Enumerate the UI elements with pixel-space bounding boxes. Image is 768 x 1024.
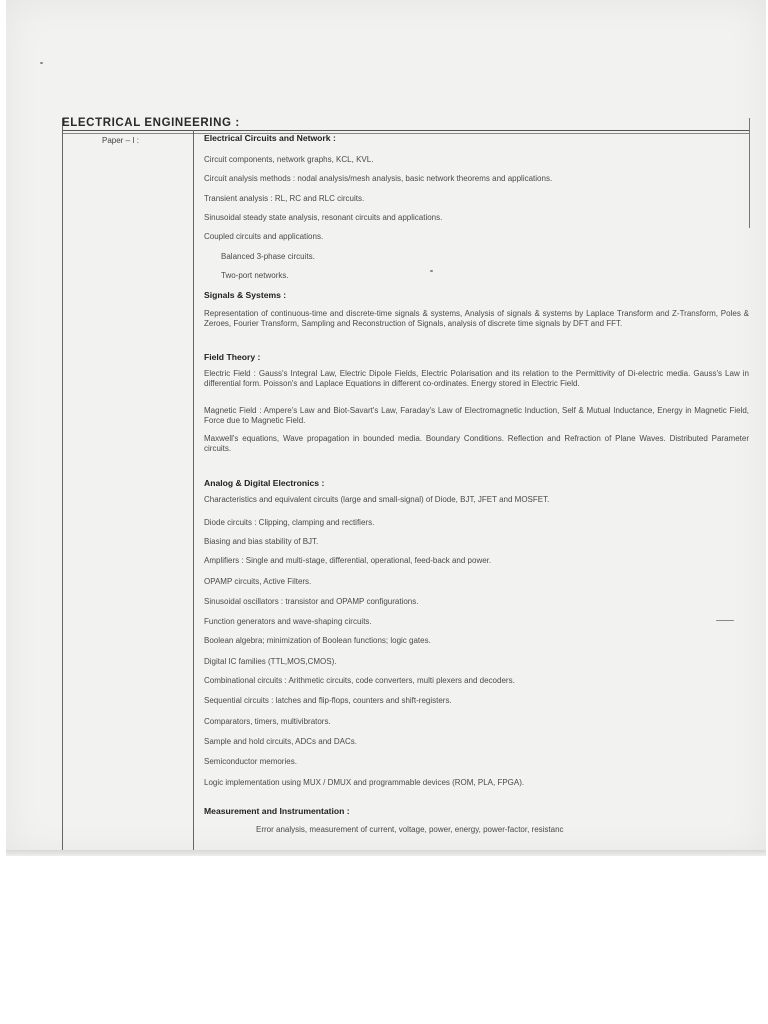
syllabus-item: Biasing and bias stability of BJT. (204, 537, 319, 546)
syllabus-item: Sinusoidal steady state analysis, resonant circuits and applications. (204, 213, 443, 222)
syllabus-item: Semiconductor memories. (204, 757, 297, 766)
syllabus-item: Coupled circuits and applications. (204, 232, 324, 241)
syllabus-item: Characteristics and equivalent circuits (large and small-signal) of Diode, BJT, JFET and MOSFET. (204, 495, 550, 504)
syllabus-item: Transient analysis : RL, RC and RLC circuits. (204, 194, 365, 203)
table-top-border (62, 130, 750, 131)
scan-speck (430, 270, 433, 272)
section-title: Signals & Systems : (204, 290, 287, 300)
syllabus-item: Sample and hold circuits, ADCs and DACs. (204, 737, 357, 746)
syllabus-item: Circuit components, network graphs, KCL, KVL. (204, 155, 374, 164)
scan-speck (716, 620, 734, 621)
syllabus-item: OPAMP circuits, Active Filters. (204, 577, 312, 586)
section-title: Analog & Digital Electronics : (204, 478, 325, 488)
section-title: Measurement and Instrumentation : (204, 806, 350, 816)
syllabus-item: Boolean algebra; minimization of Boolean functions; logic gates. (204, 636, 431, 645)
syllabus-item: Balanced 3-phase circuits. (221, 252, 315, 261)
syllabus-item: Representation of continuous-time and discrete-time signals & systems, Analysis of signals & systems by Laplace Transform and Z-Transform, Poles & Zeroes, Fourier Transform, Sampling and Reconstruction of Signals, analysis of discrete time signals by DFT and FFT. (204, 309, 749, 328)
syllabus-item: Combinational circuits : Arithmetic circuits, code converters, multi plexers and decoders. (204, 676, 515, 685)
table-left-border (62, 118, 63, 856)
syllabus-item: Electric Field : Gauss's Integral Law, Electric Dipole Fields, Electric Polarisation and its relation to the Permittivity of Di-electric media. Gauss's Law in differential form. Poisson's and Laplace Equations in different co-ordinates. Energy stored in Electric Field. (204, 369, 749, 388)
table-column-divider (193, 130, 194, 856)
section-title: Field Theory : (204, 352, 261, 362)
scan-speck (40, 62, 43, 64)
syllabus-item: Logic implementation using MUX / DMUX and programmable devices (ROM, PLA, FPGA). (204, 778, 525, 787)
syllabus-item: Two-port networks. (221, 271, 289, 280)
scanned-page (6, 0, 766, 856)
scan-edge (6, 850, 766, 856)
table-right-border (749, 118, 750, 228)
syllabus-item: Digital IC families (TTL,MOS,CMOS). (204, 657, 337, 666)
syllabus-item: Error analysis, measurement of current, voltage, power, energy, power-factor, resistanc (256, 825, 564, 834)
syllabus-item: Sequential circuits : latches and flip-flops, counters and shift-registers. (204, 696, 452, 705)
syllabus-item: Magnetic Field : Ampere's Law and Biot-Savart's Law, Faraday's Law of Electromagnetic Induction, Self & Mutual Inductance, Energy in Magnetic Field, Force due to Magnetic Field. (204, 406, 749, 425)
syllabus-item: Comparators, timers, multivibrators. (204, 717, 331, 726)
section-title: Electrical Circuits and Network : (204, 133, 336, 143)
table-top-border-inner (62, 133, 750, 134)
page-title: ELECTRICAL ENGINEERING : (62, 117, 240, 129)
syllabus-item: Maxwell's equations, Wave propagation in bounded media. Boundary Conditions. Reflection and Refraction of Plane Waves. Distributed Parameter circuits. (204, 434, 749, 453)
syllabus-item: Function generators and wave-shaping circuits. (204, 617, 372, 626)
syllabus-item: Circuit analysis methods : nodal analysis/mesh analysis, basic network theorems and applications. (204, 174, 553, 183)
syllabus-item: Sinusoidal oscillators : transistor and OPAMP configurations. (204, 597, 419, 606)
syllabus-item: Diode circuits : Clipping, clamping and rectifiers. (204, 518, 375, 527)
syllabus-item: Amplifiers : Single and multi-stage, differential, operational, feed-back and power. (204, 556, 492, 565)
paper-label: Paper – I : (102, 136, 139, 145)
